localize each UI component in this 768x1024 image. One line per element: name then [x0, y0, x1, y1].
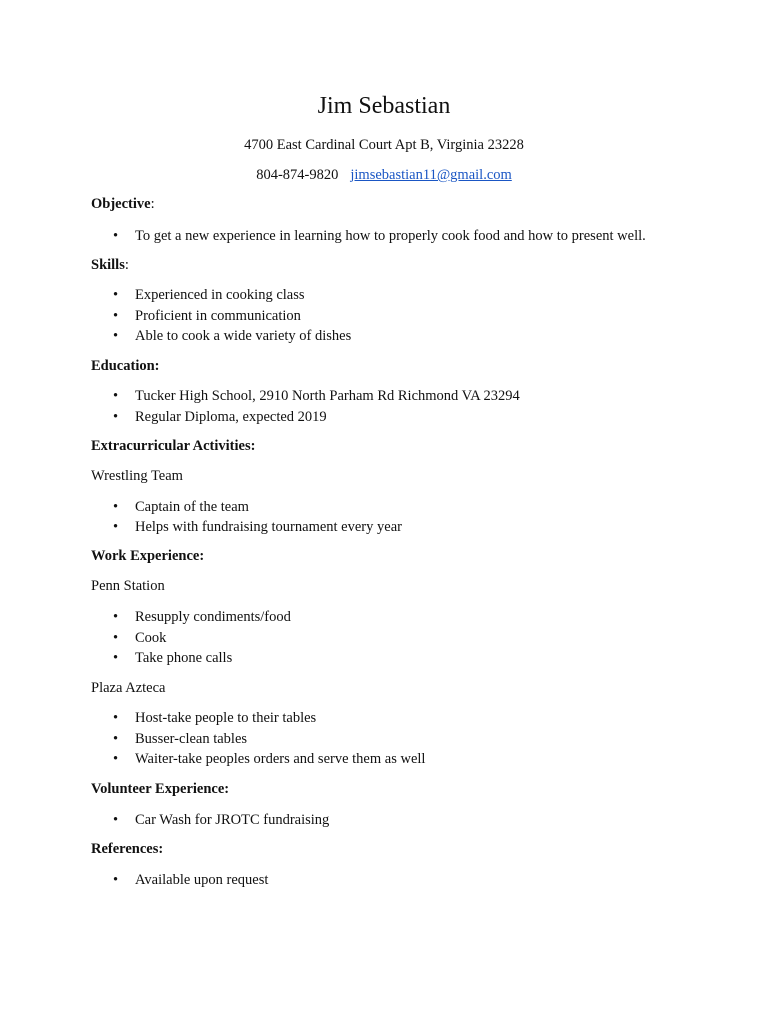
list-item: • Experienced in cooking class: [113, 287, 305, 303]
bullet-icon: •: [113, 630, 119, 646]
references-heading: References:: [91, 841, 164, 857]
phone-number: 804-874-9820: [256, 167, 339, 183]
email-link[interactable]: jimsebastian11@gmail.com: [350, 167, 512, 183]
list-item: • Take phone calls: [113, 650, 233, 666]
list-item: • Resupply condiments/food: [113, 609, 291, 625]
bullet-icon: •: [113, 409, 119, 425]
list-item: • Car Wash for JROTC fundraising: [113, 812, 330, 828]
bullet-icon: •: [113, 519, 119, 535]
education-heading: Education:: [91, 358, 160, 374]
bullet-icon: •: [113, 731, 119, 747]
employer-title: Plaza Azteca: [91, 680, 166, 696]
contact-line: [0, 166, 768, 184]
bullet-icon: •: [113, 499, 119, 515]
resume-name: Jim Sebastian: [317, 93, 451, 119]
list-item: • Regular Diploma, expected 2019: [113, 409, 327, 425]
bullet-icon: •: [113, 710, 119, 726]
bullet-icon: •: [113, 812, 119, 828]
skills-heading: Skills:: [91, 257, 129, 273]
list-item: • Busser-clean tables: [113, 731, 248, 747]
bullet-icon: •: [113, 228, 119, 244]
address-line: 4700 East Cardinal Court Apt B, Virginia 23228: [244, 137, 524, 153]
list-item: • Host-take people to their tables: [113, 710, 317, 726]
volunteer-heading: Volunteer Experience:: [91, 781, 230, 797]
bullet-icon: •: [113, 287, 119, 303]
bullet-icon: •: [113, 751, 119, 767]
activity-title: Wrestling Team: [91, 468, 183, 484]
bullet-icon: •: [113, 872, 119, 888]
bullet-icon: •: [113, 388, 119, 404]
list-item: • Cook: [113, 630, 167, 646]
objective-heading: Objective:: [91, 196, 155, 212]
list-item: • Available upon request: [113, 872, 269, 888]
list-item: • Helps with fundraising tournament every year: [113, 519, 402, 535]
bullet-icon: •: [113, 609, 119, 625]
list-item: • To get a new experience in learning how to properly cook food and how to present well.: [113, 228, 646, 244]
work-experience-heading: Work Experience:: [91, 548, 205, 564]
bullet-icon: •: [113, 308, 119, 324]
list-item: • Able to cook a wide variety of dishes: [113, 328, 352, 344]
employer-title: Penn Station: [91, 578, 165, 594]
list-item: • Proficient in communication: [113, 308, 301, 324]
extracurricular-heading: Extracurricular Activities:: [91, 438, 256, 454]
list-item: • Waiter-take peoples orders and serve them as well: [113, 751, 426, 767]
list-item: • Captain of the team: [113, 499, 249, 515]
list-item: • Tucker High School, 2910 North Parham Rd Richmond VA 23294: [113, 388, 520, 404]
bullet-icon: •: [113, 650, 119, 666]
bullet-icon: •: [113, 328, 119, 344]
